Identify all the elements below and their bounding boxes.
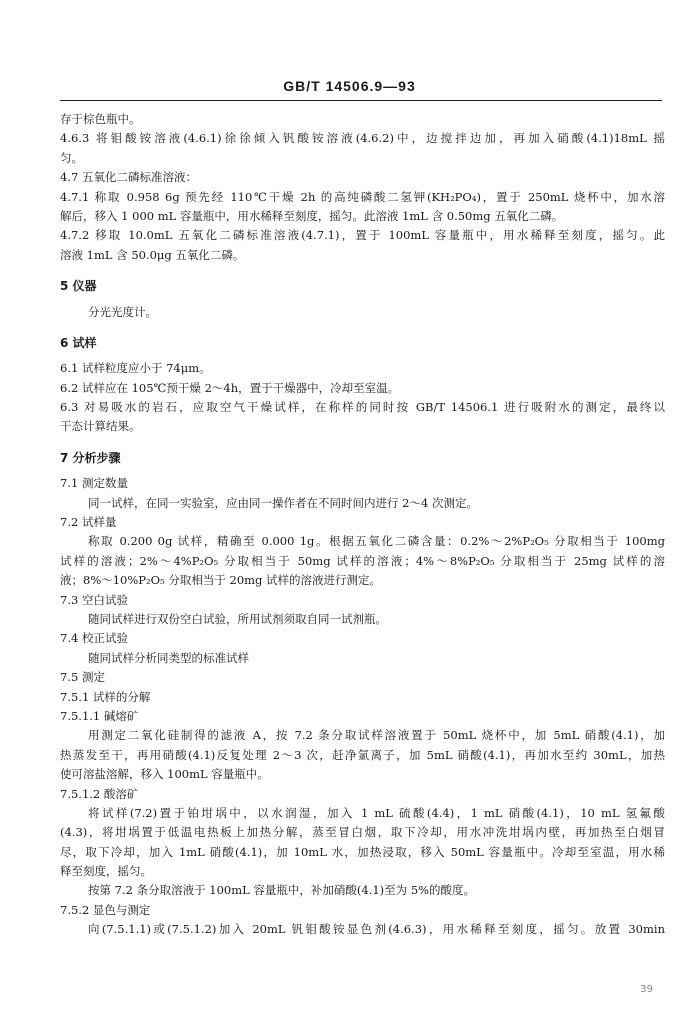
page-header: GB/T 14506.9—93 [283,78,416,94]
text-line: 释至刻度，摇匀。 [60,864,152,879]
text-line: 随同试样进行双份空白试验，所用试剂须取自同一试剂瓶。 [88,611,387,626]
text-line: 4.7.2 移取 10.0mL 五氧化二磷标准溶液(4.7.1)，置于 100mL 容量瓶中，用水稀释至刻度，摇匀。此 [60,228,665,243]
subsection-heading: 7.3 空白试验 [60,592,128,607]
subsection-heading: 4.7 五氧化二磷标准溶液： [60,170,197,185]
text-line: 液；8%～10%P₂O₅ 分取相当于 20mg 试样的溶液进行测定。 [60,573,382,588]
document-body [60,110,665,940]
subsection-heading: 7.5.1 试样的分解 [60,689,151,704]
subsection-heading: 7.5.1.2 酸溶矿 [60,786,139,801]
text-line: 分光光度计。 [88,304,157,319]
subsection-heading: 7.2 试样量 [60,515,117,530]
text-line: 将试样(7.2)置于铂坩埚中，以水润湿，加入 1 mL 硫酸(4.4)，1 mL 硝酸(4.1)，10 mL 氢氟酸 [88,805,665,820]
subsection-heading: 7.5 测定 [60,670,105,685]
text-line: 使可溶盐溶解，移入 100mL 容量瓶中。 [60,767,269,782]
header-rule [60,100,662,101]
subsection-heading: 7.4 校正试验 [60,631,128,646]
section-heading: 5 仪器 [60,279,97,294]
subsection-heading: 7.5.1.1 碱熔矿 [60,708,139,723]
text-line: 用测定二氧化硅制得的滤液 A，按 7.2 条分取试样溶液置于 50mL 烧杯中，加 5mL 硝酸(4.1)，加 [88,728,665,743]
text-line: 溶液 1mL 含 50.0μg 五氧化二磷。 [60,247,245,262]
subsection-heading: 7.1 测定数量 [60,476,128,491]
text-line: 向(7.5.1.1)或(7.5.1.2)加入 20mL 钒钼酸铵显色剂(4.6.3)，用水稀释至刻度，摇匀。放置 30min [88,922,665,937]
text-line: 干态计算结果。 [60,419,141,434]
text-line: (4.3)，将坩埚置于低温电热板上加热分解，蒸至冒白烟，取下冷却，用水冲洗坩埚内壁，再加热至白烟冒 [60,825,665,840]
text-line: 6.2 试样应在 105℃预干燥 2～4h，置于干燥器中，冷却至室温。 [60,380,400,395]
text-line: 匀。 [60,150,83,165]
text-line: 同一试样，在同一实验室，应由同一操作者在不同时间内进行 2～4 次测定。 [88,495,478,510]
text-line: 存于棕色瓶中。 [60,112,141,126]
page-number: 39 [640,984,653,995]
text-line: 4.7.1 称取 0.958 6g 预先经 110℃干燥 2h 的高纯磷酸二氢钾(KH₂PO₄)，置于 250mL 烧杯中，加水溶 [60,189,665,204]
text-line: 随同试样分析同类型的标准试样 [88,650,249,665]
section-heading: 7 分析步骤 [60,450,121,465]
text-line: 尽，取下冷却，加入 1mL 硝酸(4.1)，加 10mL 水，加热浸取，移入 50mL 容量瓶中。冷却至室温，用水稀 [60,844,665,859]
text-line: 解后，移入 1 000 mL 容量瓶中，用水稀释至刻度，摇匀。此溶液 1mL 含 0.50mg 五氧化二磷。 [60,208,564,223]
text-line: 按第 7.2 条分取溶液于 100mL 容量瓶中，补加硝酸(4.1)至为 5%的酸度。 [88,883,476,898]
text-line: 试样的溶液；2%～4%P₂O₅ 分取相当于 50mg 试样的溶液；4%～8%P₂O₅ 分取相当于 25mg 试样的溶 [60,553,665,568]
text-line: 称取 0.200 0g 试样，精确至 0.000 1g。根据五氧化二磷含量：0.2%～2%P₂O₅ 分取相当于 100mg [88,534,665,549]
section-heading: 6 试样 [60,335,97,350]
text-line: 6.3 对易吸水的岩石，应取空气干燥试样，在称样的同时按 GB/T 14506.1 进行吸附水的测定，最终以 [60,400,665,415]
subsection-heading: 7.5.2 显色与测定 [60,902,151,917]
text-line: 4.6.3 将钼酸铵溶液(4.6.1)徐徐倾入钒酸铵溶液(4.6.2)中，边搅拌边加，再加入硝酸(4.1)18mL 摇 [60,131,665,146]
text-line: 6.1 试样粒度应小于 74μm。 [60,361,211,376]
text-line: 热蒸发至干，再用硝酸(4.1)反复处理 2～3 次，赶净氯离子，加 5mL 硝酸(4.1)，再加水至约 30mL，加热 [60,747,665,762]
